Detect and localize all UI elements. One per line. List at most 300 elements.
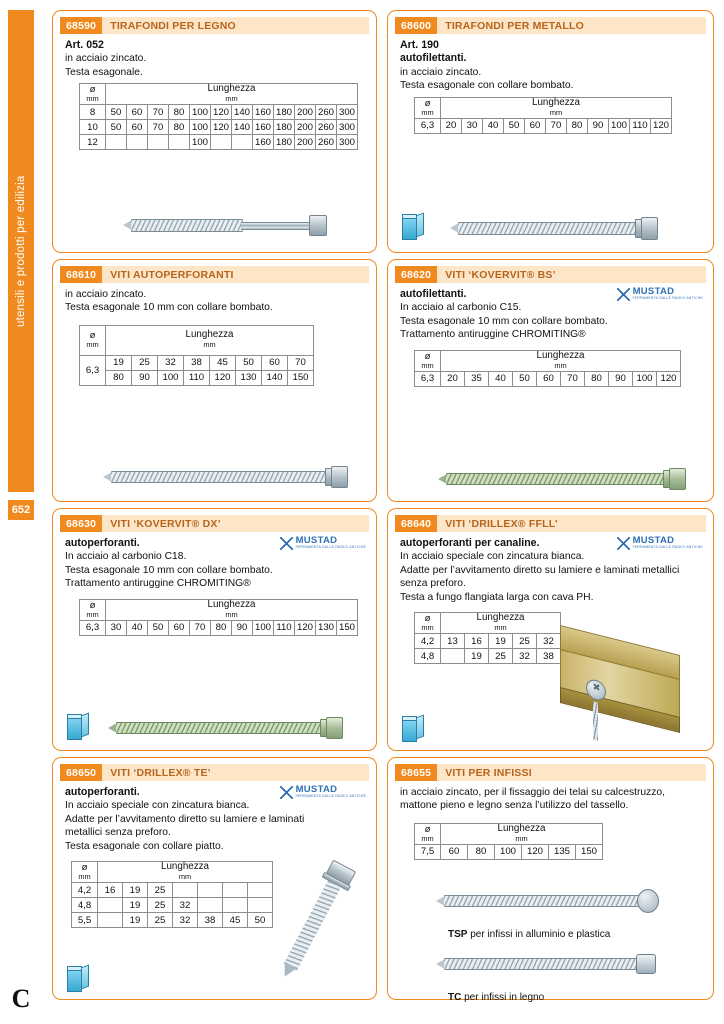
length-header: Lunghezza mm bbox=[441, 97, 672, 118]
cell-length bbox=[98, 913, 123, 928]
product-header bbox=[60, 266, 369, 283]
cell-diameter: 10 bbox=[80, 120, 106, 135]
cell-length: 200 bbox=[295, 105, 316, 120]
cell-length: 25 bbox=[148, 883, 173, 898]
screw-thread bbox=[446, 473, 664, 485]
product-title: VITI ‘KOVERVIT® BS’ bbox=[437, 266, 706, 283]
product-line-0: in acciaio zincato. bbox=[65, 289, 147, 300]
table-row bbox=[80, 120, 358, 135]
mustad-wordmark bbox=[633, 536, 703, 550]
product-box-68655[interactable] bbox=[387, 757, 714, 1003]
cell-length: 80 bbox=[169, 105, 190, 120]
cell-length: 50 bbox=[504, 118, 525, 133]
cell-length: 60 bbox=[537, 371, 561, 386]
screw-illustration bbox=[103, 461, 363, 499]
product-line-1: In acciaio al carbonio C15. bbox=[400, 302, 522, 314]
diameter-header: ø mm bbox=[80, 84, 106, 105]
length-header: Lunghezza mm bbox=[106, 325, 314, 355]
cell-length: 25 bbox=[132, 355, 158, 370]
cell-length: 180 bbox=[274, 135, 295, 150]
product-line-2: in acciaio zincato. bbox=[400, 66, 482, 78]
cell-length: 50 bbox=[248, 913, 273, 928]
cell-length bbox=[127, 135, 148, 150]
mustad-tagline: FERRAMENTA DALLE RADICI ANTICHE bbox=[632, 296, 703, 300]
product-body bbox=[53, 283, 376, 501]
spec-table bbox=[79, 599, 358, 636]
cell-length: 120 bbox=[211, 105, 232, 120]
cell-length: 140 bbox=[232, 105, 253, 120]
cell-length: 80 bbox=[106, 370, 132, 385]
product-body bbox=[53, 532, 376, 750]
package-icon bbox=[67, 712, 89, 740]
product-header bbox=[395, 17, 706, 34]
cell-length: 35 bbox=[465, 371, 489, 386]
cell-length: 140 bbox=[262, 370, 288, 385]
product-box-68620[interactable] bbox=[387, 259, 714, 502]
product-line-0: autoperforanti. bbox=[65, 537, 140, 549]
product-header bbox=[395, 266, 706, 283]
cell-length bbox=[211, 135, 232, 150]
product-line-0: autofilettanti. bbox=[400, 288, 467, 300]
product-line-3: Testa esagonale con collare bombato. bbox=[400, 80, 574, 92]
screw-illustration-tsp bbox=[436, 886, 686, 918]
cell-length: 100 bbox=[253, 620, 274, 635]
product-title: VITI ‘KOVERVIT® DX’ bbox=[102, 515, 369, 532]
length-header: Lunghezza mm bbox=[106, 84, 358, 105]
package-lid bbox=[402, 716, 417, 721]
table-head-row bbox=[80, 84, 358, 105]
cell-length: 19 bbox=[465, 649, 489, 664]
cell-length: 60 bbox=[262, 355, 288, 370]
spec-table bbox=[79, 83, 358, 150]
cell-length: 260 bbox=[316, 120, 337, 135]
diameter-header: ø mm bbox=[72, 862, 98, 883]
table-row bbox=[80, 135, 358, 150]
cell-length: 20 bbox=[441, 118, 462, 133]
product-title: VITI AUTOPERFORANTI bbox=[102, 266, 369, 283]
cell-length: 200 bbox=[295, 135, 316, 150]
cell-length bbox=[232, 135, 253, 150]
cell-length: 100 bbox=[158, 370, 184, 385]
cell-length: 19 bbox=[106, 355, 132, 370]
mustad-mark-icon bbox=[280, 786, 293, 799]
caption-code: TC bbox=[448, 992, 462, 1003]
product-line-3: Trattamento antiruggine CHROMITING® bbox=[65, 578, 251, 590]
length-header: Lunghezza mm bbox=[98, 862, 273, 883]
mustad-name: MUSTAD bbox=[295, 535, 338, 546]
cell-length: 40 bbox=[483, 118, 504, 133]
product-line-1: In acciaio al carbonio C18. bbox=[65, 551, 187, 563]
cell-length: 25 bbox=[148, 913, 173, 928]
spec-table bbox=[414, 612, 561, 664]
screw-thread bbox=[111, 471, 326, 483]
package-lid bbox=[402, 214, 417, 219]
package-icon bbox=[402, 212, 424, 240]
cell-length: 60 bbox=[127, 105, 148, 120]
mustad-tagline: FERRAMENTA DALLE RADICI ANTICHE bbox=[295, 545, 366, 549]
screw-head bbox=[669, 468, 686, 490]
mustad-logo bbox=[280, 785, 366, 799]
screw-illustration-tc bbox=[436, 949, 686, 981]
screw-illustration bbox=[108, 712, 358, 750]
screw-head bbox=[326, 717, 343, 739]
cell-diameter: 6,3 bbox=[80, 355, 106, 385]
cell-length: 80 bbox=[169, 120, 190, 135]
cell-diameter: 6,3 bbox=[415, 371, 441, 386]
cell-length: 160 bbox=[253, 135, 274, 150]
cell-length: 80 bbox=[567, 118, 588, 133]
cell-length: 50 bbox=[106, 120, 127, 135]
cell-length bbox=[223, 883, 248, 898]
screw-thread bbox=[593, 701, 598, 740]
table-head-row bbox=[80, 325, 314, 355]
product-line-3: Trattamento antiruggine CHROMITING® bbox=[400, 329, 586, 341]
product-line-2: Adatte per l’avvitamento diretto su lamiere e laminati metallici senza preforo. bbox=[65, 813, 305, 839]
cell-length: 120 bbox=[651, 118, 672, 133]
mustad-logo bbox=[617, 287, 703, 301]
product-line-0: in acciaio zincato, per il fissaggio dei telai su calcestruzzo, mattone pieno e legno senza l’utilizzo del tassello. bbox=[400, 787, 665, 812]
cell-length: 50 bbox=[148, 620, 169, 635]
cell-length: 70 bbox=[561, 371, 585, 386]
mustad-mark-icon bbox=[280, 537, 293, 550]
package-front bbox=[67, 718, 82, 740]
cell-length: 100 bbox=[495, 844, 522, 859]
length-header: Lunghezza mm bbox=[441, 350, 681, 371]
mustad-wordmark bbox=[633, 287, 703, 301]
cell-length bbox=[173, 883, 198, 898]
product-code: 68640 bbox=[395, 515, 437, 532]
cell-length: 38 bbox=[184, 355, 210, 370]
cell-length: 80 bbox=[211, 620, 232, 635]
cell-length: 120 bbox=[657, 371, 681, 386]
spec-table bbox=[79, 325, 314, 386]
cell-length: 160 bbox=[253, 120, 274, 135]
cell-length: 110 bbox=[274, 620, 295, 635]
mustad-tagline: FERRAMENTA DALLE RADICI ANTICHE bbox=[632, 545, 703, 549]
caption-tsp bbox=[448, 929, 610, 940]
cell-length: 140 bbox=[232, 120, 253, 135]
cell-length bbox=[198, 883, 223, 898]
cell-diameter: 4,2 bbox=[72, 883, 98, 898]
cell-diameter: 8 bbox=[80, 105, 106, 120]
screw-thread bbox=[458, 222, 636, 235]
product-body bbox=[53, 781, 376, 999]
cell-length: 19 bbox=[123, 883, 148, 898]
cell-length bbox=[223, 898, 248, 913]
cell-length: 120 bbox=[522, 844, 549, 859]
cell-diameter: 5,5 bbox=[72, 913, 98, 928]
cell-diameter: 6,3 bbox=[80, 620, 106, 635]
cell-length: 25 bbox=[513, 634, 537, 649]
product-box-68600[interactable] bbox=[387, 10, 714, 253]
screw-thread bbox=[444, 958, 639, 970]
cell-length bbox=[98, 898, 123, 913]
cell-length: 70 bbox=[148, 120, 169, 135]
spec-table bbox=[71, 861, 273, 928]
cell-length bbox=[198, 898, 223, 913]
mustad-tagline: FERRAMENTA DALLE RADICI ANTICHE bbox=[295, 794, 366, 798]
product-line-2: Testa esagonale 10 mm con collare bombato. bbox=[65, 564, 273, 576]
cell-length: 90 bbox=[132, 370, 158, 385]
screw-thread bbox=[284, 880, 342, 971]
cell-length: 32 bbox=[173, 898, 198, 913]
cell-length: 50 bbox=[106, 105, 127, 120]
product-body bbox=[388, 283, 713, 501]
cell-length: 25 bbox=[489, 649, 513, 664]
cell-length: 200 bbox=[295, 120, 316, 135]
table-row bbox=[80, 105, 358, 120]
table-row bbox=[72, 883, 273, 898]
cell-length: 160 bbox=[253, 105, 274, 120]
product-header bbox=[60, 17, 369, 34]
table-row bbox=[80, 370, 314, 385]
cell-length: 90 bbox=[232, 620, 253, 635]
cell-length: 90 bbox=[588, 118, 609, 133]
catalog-sheet bbox=[42, 0, 724, 1024]
product-line-2: Adatte per l’avvitamento diretto su lamiere e laminati metallici senza preforo. bbox=[400, 564, 680, 590]
product-line-1: Testa esagonale 10 mm con collare bombato. bbox=[65, 302, 273, 314]
cell-length: 32 bbox=[173, 913, 198, 928]
table-row bbox=[415, 118, 672, 133]
cell-length: 16 bbox=[98, 883, 123, 898]
cell-length: 60 bbox=[441, 844, 468, 859]
cell-length bbox=[148, 135, 169, 150]
diameter-header: ø mm bbox=[415, 350, 441, 371]
product-header bbox=[395, 515, 706, 532]
product-line-3: Testa esagonale con collare piatto. bbox=[65, 840, 224, 852]
cell-length: 120 bbox=[295, 620, 316, 635]
screw-head-tsp bbox=[637, 889, 659, 913]
caption-text: per infissi in legno bbox=[461, 992, 545, 1003]
cell-length: 38 bbox=[198, 913, 223, 928]
mustad-wordmark bbox=[296, 785, 366, 799]
length-header: Lunghezza mm bbox=[106, 599, 358, 620]
caption-code: TSP bbox=[448, 929, 468, 940]
cell-diameter: 12 bbox=[80, 135, 106, 150]
screw-thread bbox=[444, 895, 639, 907]
table-head-row bbox=[72, 862, 273, 883]
product-title: VITI PER INFISSI bbox=[437, 764, 706, 781]
left-rail bbox=[0, 0, 42, 1024]
rail-section-label: utensili e prodotti per edilizia bbox=[15, 175, 27, 327]
diameter-header: ø mm bbox=[415, 823, 441, 844]
table-row bbox=[72, 913, 273, 928]
product-title: TIRAFONDI PER METALLO bbox=[437, 17, 706, 34]
cell-length: 30 bbox=[462, 118, 483, 133]
product-box-68630[interactable] bbox=[52, 508, 377, 751]
product-header bbox=[60, 515, 369, 532]
mustad-mark-icon bbox=[617, 537, 630, 550]
package-icon bbox=[67, 964, 89, 992]
page-number: 652 bbox=[8, 500, 34, 520]
cell-length: 100 bbox=[190, 105, 211, 120]
package-front bbox=[402, 720, 417, 742]
package-front bbox=[67, 970, 82, 992]
cable-tray-illustration bbox=[560, 640, 698, 748]
product-code: 68630 bbox=[60, 515, 102, 532]
cell-length: 120 bbox=[211, 120, 232, 135]
cell-length: 300 bbox=[337, 120, 358, 135]
product-body bbox=[388, 34, 713, 252]
cell-length: 130 bbox=[236, 370, 262, 385]
cell-length bbox=[106, 135, 127, 150]
product-line-0: autoperforanti. bbox=[65, 786, 140, 798]
product-line-2: Testa esagonale 10 mm con collare bombato. bbox=[400, 315, 608, 327]
screw-thread bbox=[116, 722, 321, 734]
product-code: 68610 bbox=[60, 266, 102, 283]
cell-length: 32 bbox=[158, 355, 184, 370]
product-line-1: In acciaio speciale con zincatura bianca. bbox=[65, 800, 250, 812]
cell-length: 130 bbox=[316, 620, 337, 635]
table-row bbox=[415, 371, 681, 386]
table-head-row bbox=[415, 350, 681, 371]
table-row bbox=[415, 844, 603, 859]
product-body bbox=[53, 34, 376, 252]
cell-length bbox=[441, 649, 465, 664]
table-head-row bbox=[415, 97, 672, 118]
cell-length: 70 bbox=[190, 620, 211, 635]
screw-head bbox=[641, 217, 658, 240]
product-line-0: autoperforanti per canaline. bbox=[400, 537, 540, 549]
cell-length: 100 bbox=[633, 371, 657, 386]
table-row bbox=[80, 355, 314, 370]
package-side bbox=[81, 713, 89, 738]
product-line-2: Testa esagonale. bbox=[65, 66, 143, 78]
cell-length: 20 bbox=[441, 371, 465, 386]
package-front bbox=[402, 218, 417, 240]
cell-length: 80 bbox=[468, 844, 495, 859]
mustad-name: MUSTAD bbox=[295, 784, 338, 795]
cell-length: 25 bbox=[148, 898, 173, 913]
length-header: Lunghezza mm bbox=[441, 823, 603, 844]
cell-length: 70 bbox=[148, 105, 169, 120]
cell-length: 260 bbox=[316, 105, 337, 120]
cell-length: 19 bbox=[123, 913, 148, 928]
product-code: 68650 bbox=[60, 764, 102, 781]
product-art: Art. 052 bbox=[65, 39, 104, 51]
cell-length: 45 bbox=[223, 913, 248, 928]
cell-length: 32 bbox=[513, 649, 537, 664]
product-code: 68620 bbox=[395, 266, 437, 283]
product-line-1: in acciaio zincato. bbox=[65, 53, 147, 65]
mustad-wordmark bbox=[296, 536, 366, 550]
diameter-header: ø mm bbox=[415, 613, 441, 634]
cell-length: 40 bbox=[127, 620, 148, 635]
product-code: 68600 bbox=[395, 17, 437, 34]
product-title: VITI ‘DRILLEX® FFLL’ bbox=[437, 515, 706, 532]
caption-tc bbox=[448, 992, 544, 1003]
diameter-header: ø mm bbox=[415, 97, 441, 118]
cell-diameter: 4,8 bbox=[415, 649, 441, 664]
table-row bbox=[72, 898, 273, 913]
cell-length: 110 bbox=[630, 118, 651, 133]
product-box-68610[interactable] bbox=[52, 259, 377, 502]
screw-shank bbox=[241, 222, 311, 230]
cell-length: 19 bbox=[123, 898, 148, 913]
cell-length: 13 bbox=[441, 634, 465, 649]
cell-diameter: 6,3 bbox=[415, 118, 441, 133]
product-art: Art. 190 bbox=[400, 39, 439, 51]
cell-length: 60 bbox=[127, 120, 148, 135]
mustad-name: MUSTAD bbox=[632, 286, 675, 297]
cell-length: 100 bbox=[190, 120, 211, 135]
cell-length: 120 bbox=[210, 370, 236, 385]
cell-length: 38 bbox=[537, 649, 561, 664]
cell-length: 300 bbox=[337, 135, 358, 150]
cell-length: 60 bbox=[169, 620, 190, 635]
diameter-header: ø mm bbox=[80, 325, 106, 355]
package-side bbox=[416, 213, 424, 238]
cell-length: 110 bbox=[184, 370, 210, 385]
length-header: Lunghezza mm bbox=[441, 613, 561, 634]
cell-length: 90 bbox=[609, 371, 633, 386]
cell-length: 180 bbox=[274, 120, 295, 135]
package-side bbox=[416, 715, 424, 740]
package-icon bbox=[402, 714, 424, 742]
product-header bbox=[395, 764, 706, 781]
cell-length: 100 bbox=[609, 118, 630, 133]
cell-length: 60 bbox=[525, 118, 546, 133]
caption-text: per infissi in alluminio e plastica bbox=[467, 929, 611, 940]
cell-length: 300 bbox=[337, 105, 358, 120]
product-body bbox=[388, 781, 713, 1003]
table-row bbox=[415, 649, 561, 664]
product-box-68640[interactable] bbox=[387, 508, 714, 751]
cell-length bbox=[169, 135, 190, 150]
screw-thread bbox=[131, 219, 243, 232]
screw-head bbox=[331, 466, 348, 488]
cell-diameter: 4,8 bbox=[72, 898, 98, 913]
cell-length: 30 bbox=[106, 620, 127, 635]
screw-illustration bbox=[438, 463, 703, 501]
screw-head-tc bbox=[636, 954, 656, 974]
cell-diameter: 4,2 bbox=[415, 634, 441, 649]
table-head-row bbox=[80, 599, 358, 620]
mustad-mark-icon bbox=[617, 288, 630, 301]
product-line-1: In acciaio speciale con zincatura bianca. bbox=[400, 551, 585, 563]
cell-length: 19 bbox=[489, 634, 513, 649]
mustad-logo bbox=[617, 536, 703, 550]
product-header bbox=[60, 764, 369, 781]
mustad-logo bbox=[280, 536, 366, 550]
cell-length: 45 bbox=[210, 355, 236, 370]
cell-length: 50 bbox=[236, 355, 262, 370]
table-head-row bbox=[415, 613, 561, 634]
package-lid bbox=[67, 966, 82, 971]
screw-illustration bbox=[123, 209, 338, 249]
cell-length: 40 bbox=[489, 371, 513, 386]
product-box-68650[interactable] bbox=[52, 757, 377, 1000]
cell-length: 32 bbox=[537, 634, 561, 649]
screw-head bbox=[309, 215, 327, 236]
package-lid bbox=[67, 714, 82, 719]
product-code: 68590 bbox=[60, 17, 102, 34]
product-body bbox=[388, 532, 713, 750]
product-line-1: autofilettanti. bbox=[400, 52, 467, 65]
publisher-logo: C bbox=[11, 984, 31, 1013]
cell-length: 16 bbox=[465, 634, 489, 649]
spec-table bbox=[414, 350, 681, 387]
product-box-68590[interactable] bbox=[52, 10, 377, 253]
table-row bbox=[415, 634, 561, 649]
cell-diameter: 7,5 bbox=[415, 844, 441, 859]
table-head-row bbox=[415, 823, 603, 844]
package-side bbox=[81, 965, 89, 990]
cell-length: 260 bbox=[316, 135, 337, 150]
mustad-name: MUSTAD bbox=[632, 535, 675, 546]
cell-length: 135 bbox=[549, 844, 576, 859]
screw-illustration bbox=[450, 212, 690, 250]
